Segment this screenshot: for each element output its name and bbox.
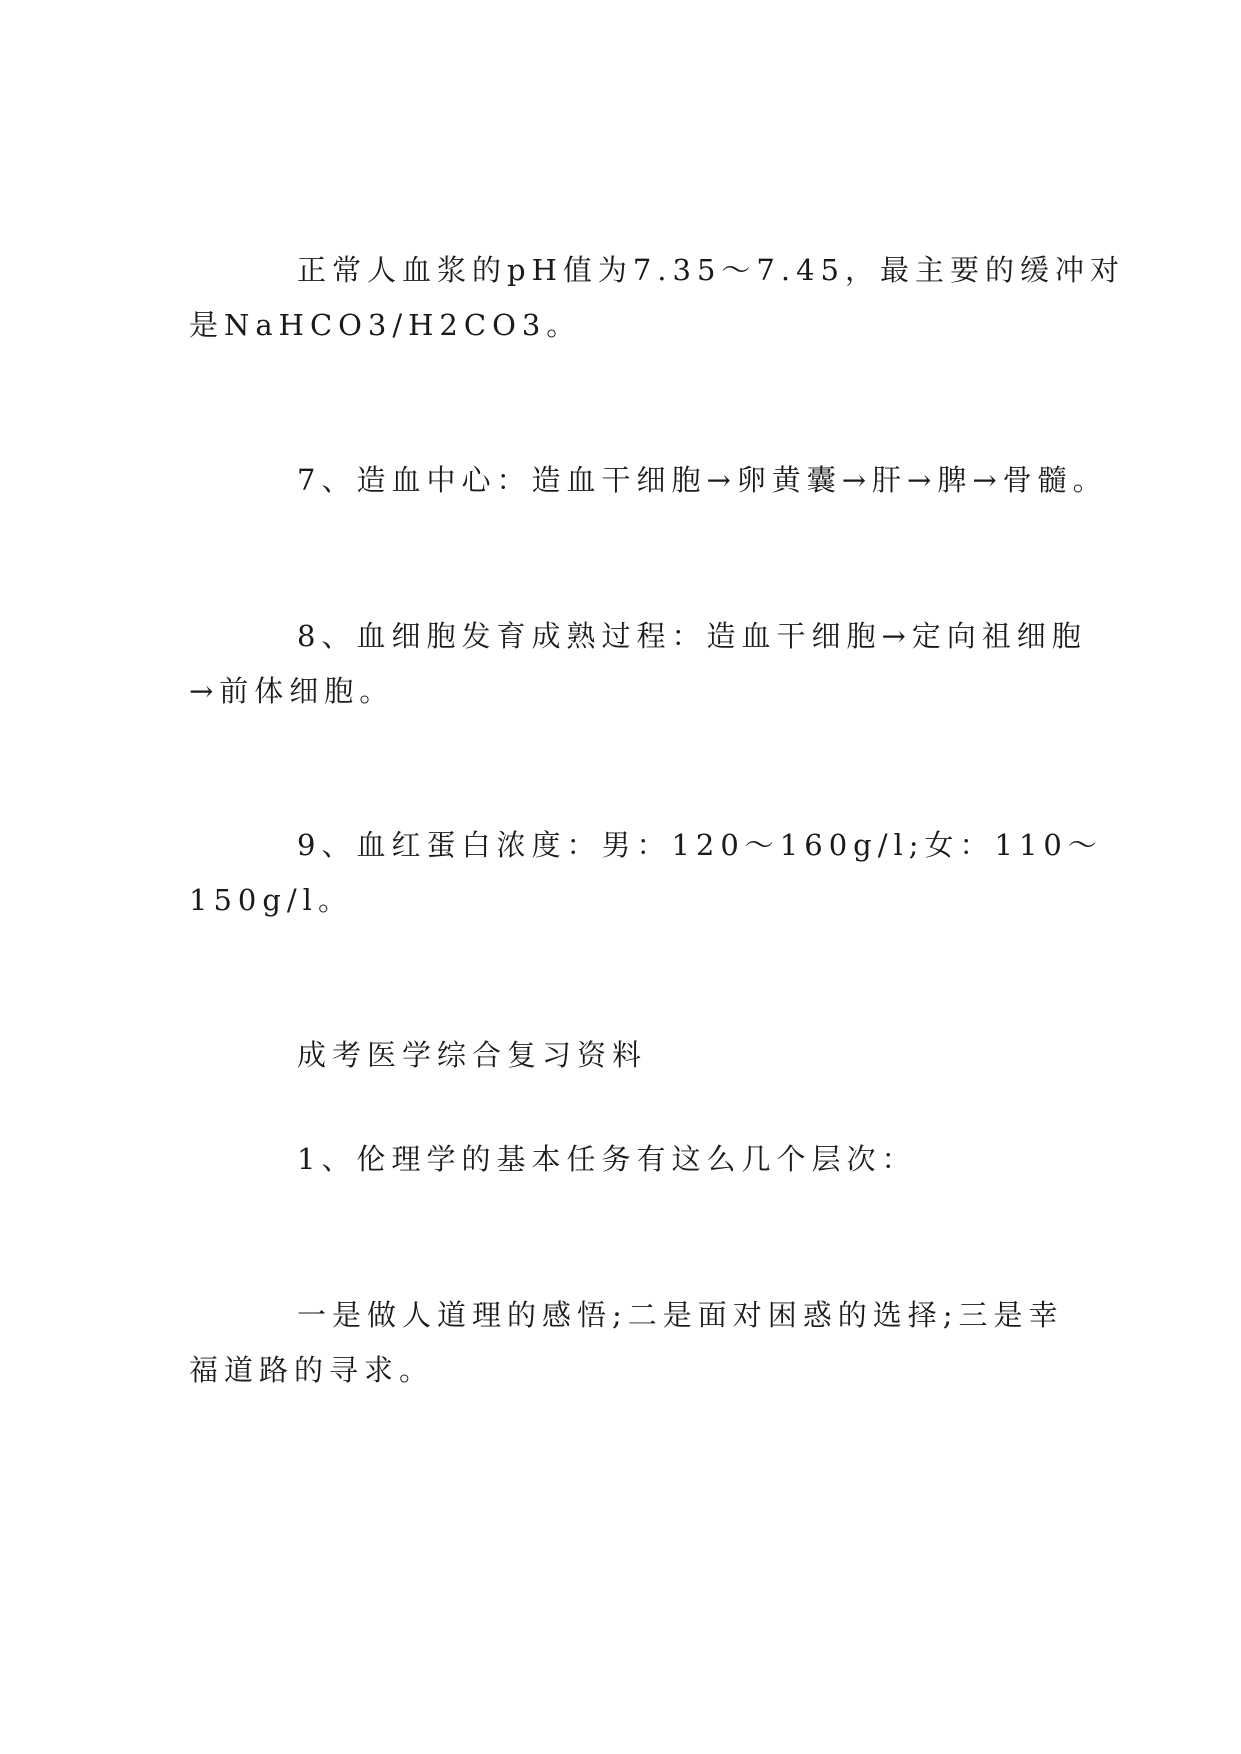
paragraph-hematopoietic-center: 7、造血中心：造血干细胞→卵黄囊→肝→脾→骨髓。 [297, 463, 1108, 497]
paragraph-hemoglobin-line-1: 9、血红蛋白浓度：男：120～160g/l;女：110～ [297, 828, 1103, 862]
paragraph-ethics-levels-line-2: 福道路的寻求。 [189, 1353, 435, 1387]
paragraph-ethics-tasks: 1、伦理学的基本任务有这么几个层次： [297, 1142, 917, 1176]
paragraph-blood-cell-maturation-line-1: 8、血细胞发育成熟过程：造血干细胞→定向祖细胞 [297, 619, 1087, 653]
paragraph-blood-cell-maturation-line-2: →前体细胞。 [189, 674, 395, 708]
section-heading: 成考医学综合复习资料 [297, 1038, 648, 1072]
paragraph-hemoglobin-line-2: 150g/l。 [189, 883, 353, 917]
paragraph-ph-line-1: 正常人血浆的pH值为7.35～7.45，最主要的缓冲对 [297, 253, 1125, 287]
paragraph-ph-line-2: 是NaHCO3/H2CO3。 [189, 308, 582, 342]
paragraph-ethics-levels-line-1: 一是做人道理的感悟;二是面对困惑的选择;三是幸 [297, 1298, 1064, 1332]
